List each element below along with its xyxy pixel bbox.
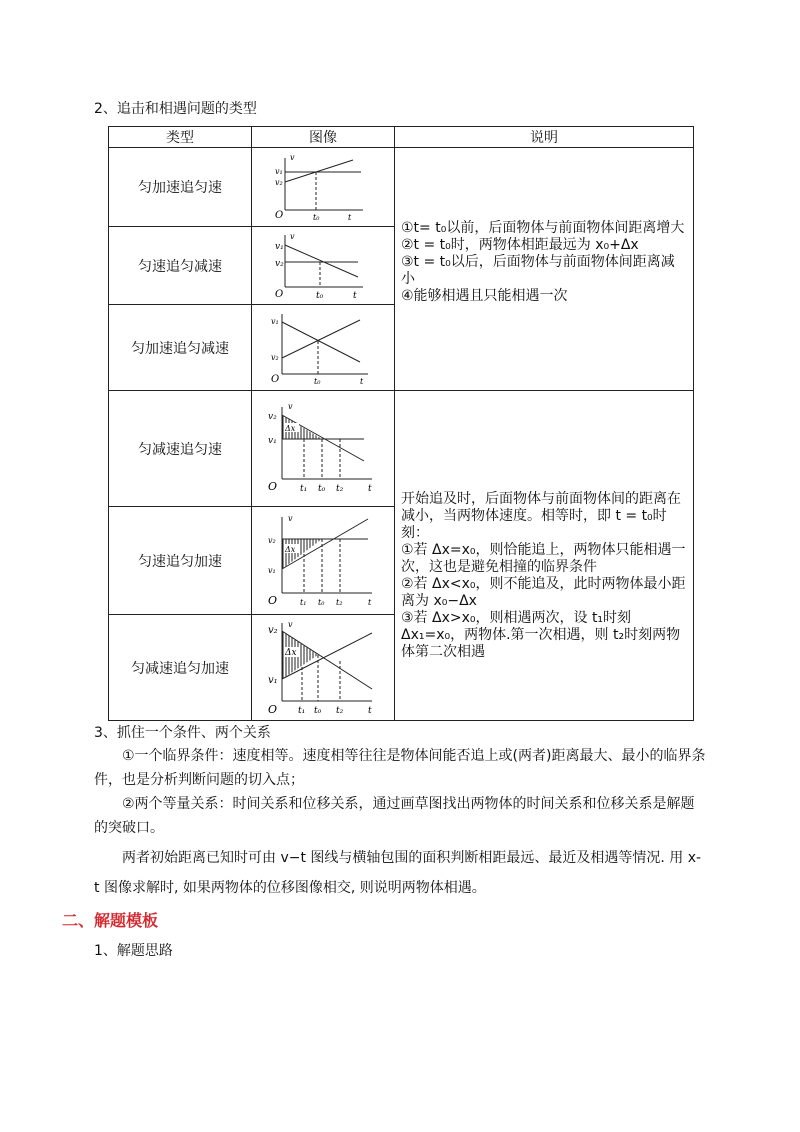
- svg-text:v₂: v₂: [268, 535, 276, 545]
- type-cell: 匀减速追匀加速: [109, 615, 252, 721]
- svg-text:t₂: t₂: [336, 705, 344, 715]
- svg-text:t₀: t₀: [316, 290, 324, 299]
- svg-text:v₁: v₁: [268, 435, 277, 446]
- graph-cell: [252, 507, 395, 615]
- svg-text:t: t: [360, 376, 364, 384]
- svg-text:t₂: t₂: [336, 483, 344, 494]
- svg-text:O: O: [268, 479, 278, 493]
- svg-text:t₁: t₁: [298, 705, 306, 715]
- svg-text:t₀: t₀: [318, 483, 326, 494]
- svg-text:O: O: [275, 288, 284, 299]
- paragraph-critical-condition: ①一个临界条件：速度相等。速度相等往往是物体间能否追上或(两者)距离最大、最小的临界条件，也是分析判断问题的切入点；: [94, 748, 706, 788]
- svg-text:t₁: t₁: [300, 597, 307, 607]
- header-type: 类型: [109, 127, 252, 148]
- desc2-item2: ②若 Δx<x₀，则不能追及，此时两物体最小距离为 x₀−Δx: [401, 575, 686, 609]
- svg-text:v: v: [288, 513, 293, 523]
- svg-text:v₁: v₁: [271, 316, 279, 326]
- svg-text:t: t: [368, 483, 372, 494]
- svg-text:t: t: [368, 705, 372, 715]
- svg-text:Δx: Δx: [285, 544, 296, 554]
- svg-text:O: O: [268, 593, 278, 607]
- svg-text:v: v: [290, 231, 295, 241]
- vt-graph-accel-chases-decel: [268, 308, 378, 384]
- svg-text:v: v: [288, 619, 293, 629]
- svg-text:Δx: Δx: [285, 423, 296, 433]
- paragraph-graph-method: 两者初始距离已知时可由 v−t 图线与横轴包围的面积判断相距最远、最近及相遇等情况. 用 x-t 图像求解时, 如果两物体的位移图像相交, 则说明两物体相遇。: [94, 850, 702, 896]
- type-cell: 匀加速追匀速: [109, 148, 252, 227]
- svg-text:Δx: Δx: [285, 647, 297, 658]
- svg-text:v₁: v₁: [268, 565, 276, 575]
- svg-text:v₁: v₁: [275, 241, 284, 252]
- v-label: v: [290, 153, 295, 162]
- desc1-item2: ②t = t₀时，两物体相距最远为 x₀+Δx: [401, 236, 639, 253]
- graph-cell: [252, 615, 395, 721]
- table-row: [109, 391, 694, 507]
- type-cell: 匀速追匀减速: [109, 227, 252, 305]
- svg-text:t₀: t₀: [314, 376, 321, 384]
- graph-cell: [252, 305, 395, 391]
- solution-approach-subheading: 1、解题思路: [94, 943, 173, 959]
- table-header-row: [109, 127, 694, 148]
- svg-text:v₁: v₁: [268, 674, 278, 686]
- svg-text:t: t: [368, 597, 372, 607]
- desc1-item4: ④能够相遇且只能相遇一次: [401, 287, 568, 304]
- vt-graph-accel-chases-uniform: [273, 150, 373, 220]
- desc2-item3: ③若 Δx>x₀，则相遇两次，设 t₁时刻 Δx₁=x₀，两物体.第一次相遇，则 t₂时刻两物体第二次相遇: [401, 609, 681, 660]
- table-row: [109, 148, 694, 227]
- description-cell-1: [395, 148, 694, 391]
- svg-text:O: O: [271, 373, 280, 384]
- vt-graph-decel-chases-uniform: [264, 399, 382, 495]
- svg-text:t₂: t₂: [336, 597, 343, 607]
- type-cell: 匀加速追匀减速: [109, 305, 252, 391]
- graph-cell: [252, 391, 395, 507]
- svg-text:t₀: t₀: [318, 597, 325, 607]
- svg-text:v₂: v₂: [271, 352, 279, 362]
- t-label: t: [348, 213, 352, 220]
- desc2-intro: 开始追及时，后面物体与前面物体间的距离在减小，当两物体速度。相等时，即 t = t₀时刻：: [401, 490, 681, 541]
- graph-cell: [252, 148, 395, 227]
- v1-label: v₁: [275, 167, 283, 176]
- section-3-title: 3、抓住一个条件、两个关系: [94, 725, 271, 741]
- type-cell: 匀减速追匀速: [109, 391, 252, 507]
- section-2-title: 2、追击和相遇问题的类型: [94, 101, 257, 117]
- svg-text:v: v: [288, 401, 293, 411]
- desc1-item1: ①t= t₀以前，后面物体与前面物体间距离增大: [401, 219, 685, 236]
- svg-text:v₂: v₂: [275, 258, 284, 269]
- desc1-item3: ③t = t₀以后，后面物体与前面物体间距离减小: [401, 253, 675, 287]
- header-description: 说明: [395, 127, 694, 148]
- svg-text:t: t: [353, 290, 357, 299]
- type-cell: 匀速追匀加速: [109, 507, 252, 615]
- t0-label: t₀: [313, 213, 320, 220]
- paragraph-equal-relations: ②两个等量关系：时间关系和位移关系，通过画草图找出两物体的时间关系和位移关系是解题的突破口。: [94, 796, 695, 836]
- description-cell-2: [395, 391, 694, 721]
- svg-text:v₂: v₂: [268, 624, 278, 636]
- vt-graph-uniform-chases-decel: [273, 229, 373, 299]
- svg-text:v₂: v₂: [268, 411, 277, 422]
- svg-text:t₁: t₁: [300, 483, 308, 494]
- svg-text:t₀: t₀: [314, 705, 322, 715]
- svg-text:O: O: [268, 702, 278, 715]
- vt-graph-decel-chases-accel: [264, 617, 382, 715]
- vt-graph-uniform-chases-accel: [264, 511, 382, 607]
- header-image: 图像: [252, 127, 395, 148]
- graph-cell: [252, 227, 395, 305]
- v2-label: v₂: [275, 178, 283, 187]
- solution-template-heading: 二、解题模板: [62, 911, 159, 930]
- desc2-item1: ①若 Δx=x₀，则恰能追上，两物体只能相遇一次，这也是避免相撞的临界条件: [401, 541, 686, 575]
- chase-types-table: [108, 126, 694, 721]
- origin-label: O: [275, 210, 284, 220]
